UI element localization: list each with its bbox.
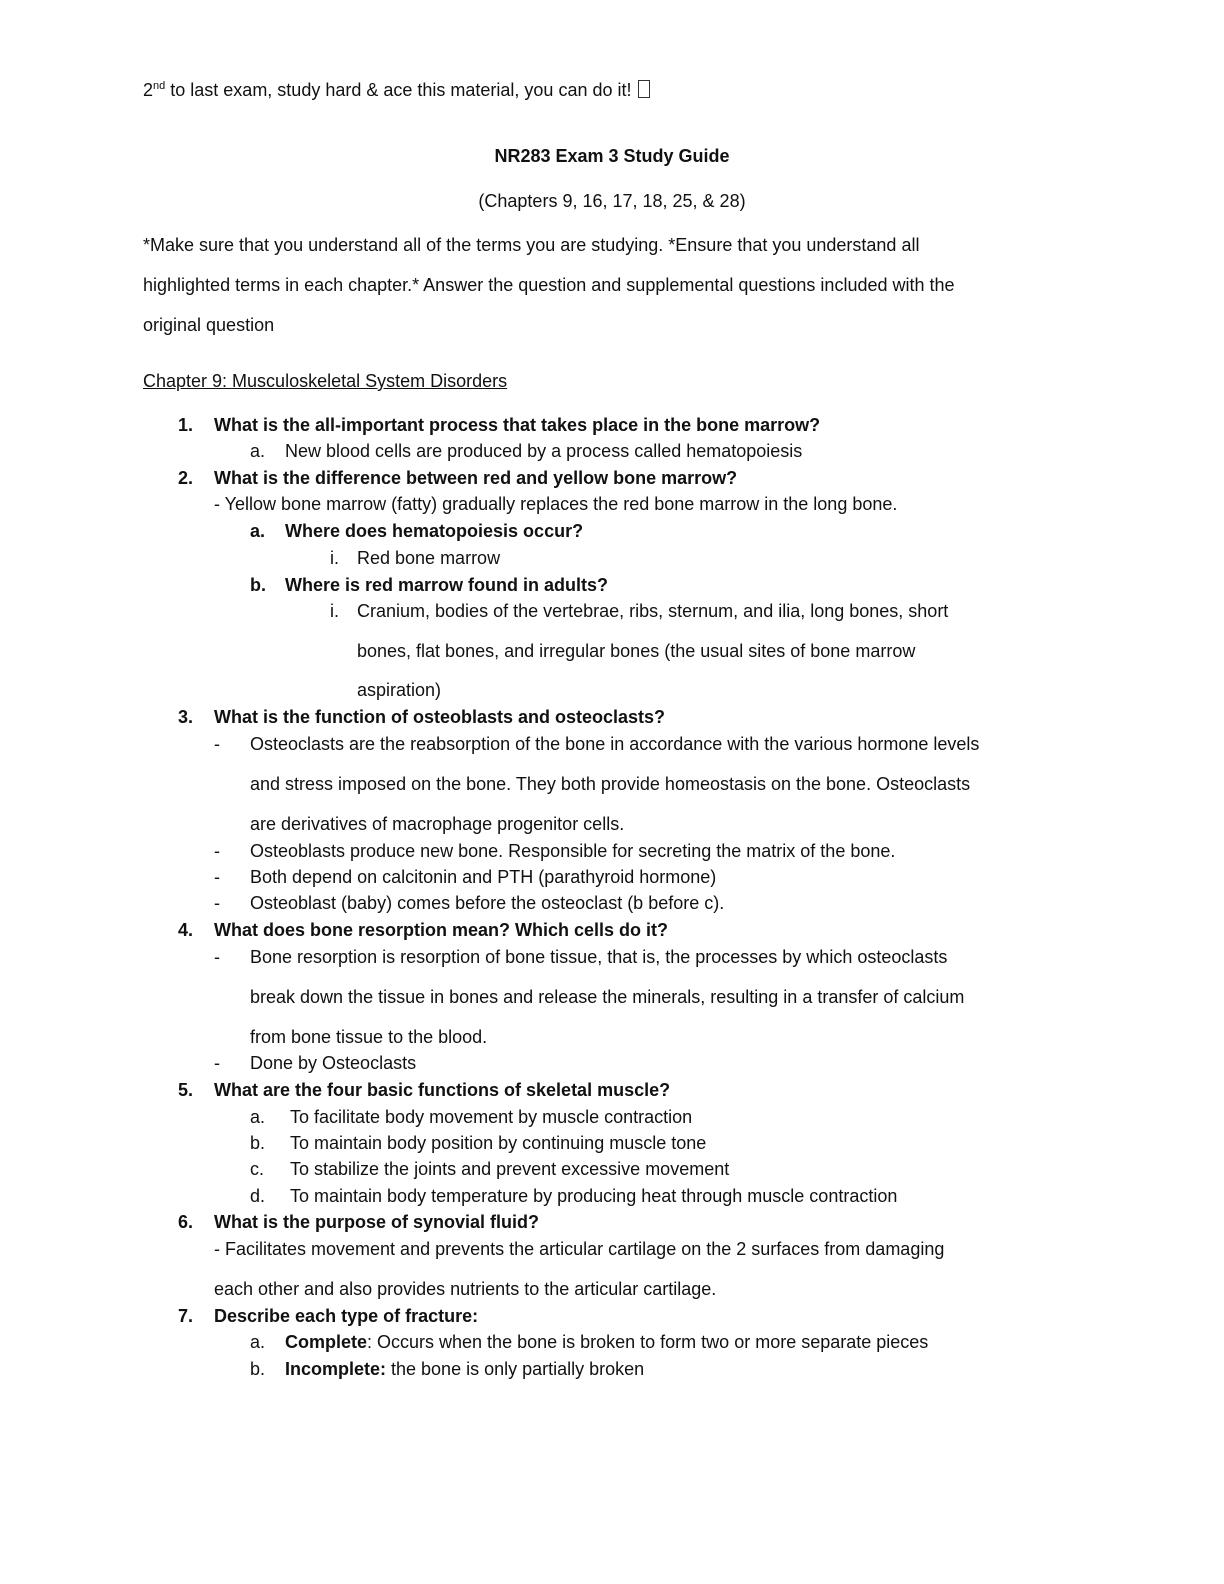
dash-marker: - — [214, 947, 220, 967]
intro-superscript: nd — [153, 80, 166, 92]
answer-text — [285, 1331, 928, 1353]
dash-marker: - — [214, 734, 220, 754]
list-marker: a. — [250, 1332, 266, 1352]
answer-text: Both depend on calcitonin and PTH (parathyroid hormone) — [250, 867, 717, 887]
answer-text: New blood cells are produced by a process called hematopoiesis — [285, 441, 803, 461]
answer-text: break down the tissue in bones and release the minerals, resulting in a transfer of calcium — [250, 987, 965, 1007]
answer-text: are derivatives of macrophage progenitor cells. — [250, 814, 625, 834]
list-marker: b. — [250, 1359, 266, 1379]
answer-text: To facilitate body movement by muscle contraction — [290, 1107, 693, 1127]
question-text: What are the four basic functions of skeletal muscle? — [214, 1080, 671, 1100]
answer-text: Cranium, bodies of the vertebrae, ribs, sternum, and ilia, long bones, short — [357, 601, 949, 621]
answer-text: bones, flat bones, and irregular bones (the usual sites of bone marrow — [357, 641, 916, 661]
answer-text: Osteoclasts are the reabsorption of the bone in accordance with the various hormone levels — [250, 734, 980, 754]
question-number: 6. — [178, 1212, 194, 1232]
question-text: What is the purpose of synovial fluid? — [214, 1212, 540, 1232]
answer-text: aspiration) — [357, 680, 442, 700]
question-text: Describe each type of fracture: — [214, 1306, 479, 1326]
list-marker: i. — [330, 601, 339, 621]
definition: : Occurs when the bone is broken to form two or more separate pieces — [367, 1332, 929, 1352]
list-marker: c. — [250, 1159, 265, 1179]
instructions-line: highlighted terms in each chapter.* Answer the question and supplemental questions included with the — [143, 275, 955, 295]
instructions-line: *Make sure that you understand all of the terms you are studying. *Ensure that you understand all — [143, 235, 920, 255]
list-marker: i. — [330, 548, 339, 568]
chapters-subtitle: (Chapters 9, 16, 17, 18, 25, & 28) — [478, 191, 746, 211]
intro-number: 2 — [143, 80, 154, 100]
subquestion-text: Where is red marrow found in adults? — [285, 575, 609, 595]
question-text: What is the difference between red and yellow bone marrow? — [214, 468, 738, 488]
list-marker: d. — [250, 1186, 266, 1206]
answer-text: Red bone marrow — [357, 548, 501, 568]
term: Complete — [285, 1332, 368, 1352]
answer-text: from bone tissue to the blood. — [250, 1027, 488, 1047]
missing-glyph-icon — [638, 80, 650, 98]
list-marker: a. — [250, 441, 266, 461]
instructions-line: original question — [143, 315, 275, 335]
question-text: What is the function of osteoblasts and osteoclasts? — [214, 707, 666, 727]
dash-marker: - — [214, 893, 220, 913]
intro-text: to last exam, study hard & ace this material, you can do it! — [165, 80, 632, 100]
answer-text: To stabilize the joints and prevent excessive movement — [290, 1159, 730, 1179]
intro-line — [143, 75, 650, 101]
dash-marker: - — [214, 841, 220, 861]
answer-text: Bone resorption is resorption of bone tissue, that is, the processes by which osteoclasts — [250, 947, 948, 967]
dash-marker: - — [214, 1053, 220, 1073]
answer-text: To maintain body temperature by producing heat through muscle contraction — [290, 1186, 898, 1206]
answer-text: Osteoblast (baby) comes before the osteoclast (b before c). — [250, 893, 725, 913]
chapter-heading: Chapter 9: Musculoskeletal System Disorders — [143, 371, 508, 391]
document-title: NR283 Exam 3 Study Guide — [494, 146, 730, 166]
list-marker: b. — [250, 1133, 266, 1153]
question-text: What is the all-important process that takes place in the bone marrow? — [214, 415, 821, 435]
question-number: 2. — [178, 468, 194, 488]
answer-text: To maintain body position by continuing muscle tone — [290, 1133, 707, 1153]
question-number: 3. — [178, 707, 194, 727]
subquestion-text: Where does hematopoiesis occur? — [285, 521, 584, 541]
list-marker: a. — [250, 521, 266, 541]
question-number: 4. — [178, 920, 194, 940]
dash-marker: - — [214, 867, 220, 887]
list-marker: a. — [250, 1107, 266, 1127]
answer-text: Done by Osteoclasts — [250, 1053, 417, 1073]
question-number: 1. — [178, 415, 194, 435]
answer-text: - Facilitates movement and prevents the articular cartilage on the 2 surfaces from damaging — [214, 1239, 945, 1259]
answer-text: each other and also provides nutrients to the articular cartilage. — [214, 1279, 717, 1299]
definition: the bone is only partially broken — [386, 1359, 645, 1379]
question-number: 5. — [178, 1080, 194, 1100]
question-text: What does bone resorption mean? Which cells do it? — [214, 920, 669, 940]
answer-text: - Yellow bone marrow (fatty) gradually replaces the red bone marrow in the long bone. — [214, 494, 898, 514]
answer-text: and stress imposed on the bone. They both provide homeostasis on the bone. Osteoclasts — [250, 774, 971, 794]
term: Incomplete: — [285, 1359, 387, 1379]
list-marker: b. — [250, 575, 266, 595]
answer-text: Osteoblasts produce new bone. Responsible for secreting the matrix of the bone. — [250, 841, 896, 861]
answer-text — [285, 1358, 644, 1380]
question-number: 7. — [178, 1306, 194, 1326]
